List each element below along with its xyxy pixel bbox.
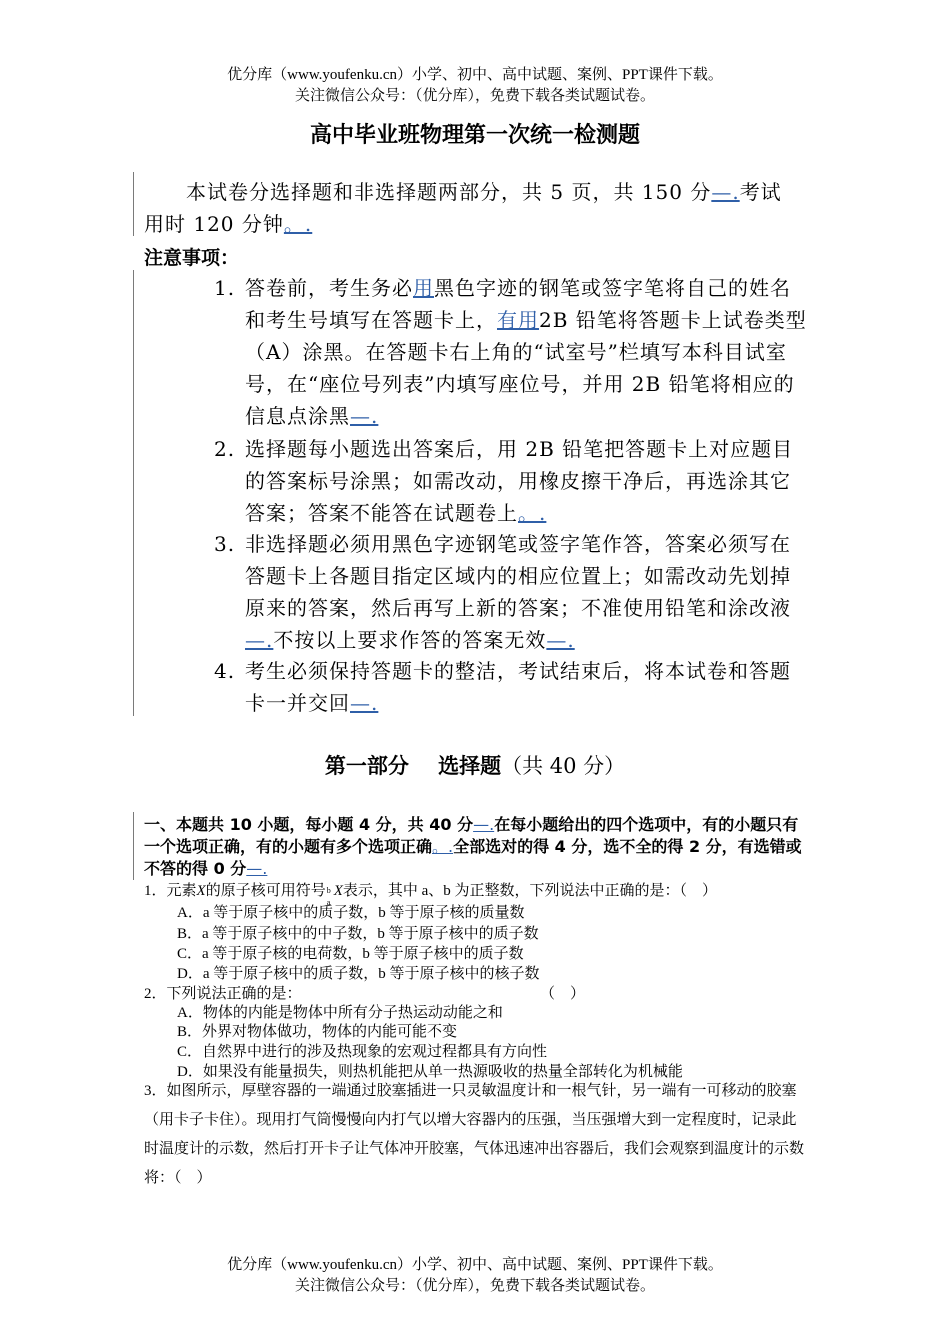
- intro-rev-mark-2: 。.: [283, 212, 313, 236]
- part-label: 第一部分: [324, 754, 409, 778]
- question-2-paren: （ ）: [540, 986, 586, 1002]
- revision-insert: 用: [413, 276, 434, 300]
- revision-mark: 。.: [432, 837, 454, 856]
- part-title: [0, 750, 950, 780]
- nuclide-charge: a: [326, 898, 331, 907]
- notice-title: 注意事项：: [144, 247, 240, 269]
- intro-text-2: 用时 120 分钟: [144, 212, 284, 236]
- intro-text-1-end: 考试: [739, 180, 782, 204]
- nuclide-symbol: [326, 882, 334, 907]
- revision-mark: —.: [246, 859, 268, 878]
- section-text: 在每小题给出的四个选项中，有的小题只有一个选项正确，有的小题有多个选项正确: [144, 815, 799, 856]
- q1-option-a: A．a 等于原子核中的质子数，b 等于原子核的质量数: [177, 905, 525, 921]
- q1-var: X: [196, 883, 206, 899]
- footer-line-1: 优分库（www.youfenku.cn）小学、初中、高中试题、案例、PPT课件下载。: [227, 1257, 723, 1273]
- nuclide-letter: X: [333, 883, 343, 899]
- question-3-stem: 3．如图所示，厚壁容器的一端通过胶塞插进一只灵敏温度计和一根气针，另一端有一可移动的胶塞（用卡子卡住）。现用打气筒慢慢向内打气以增大容器内的压强，当压强增大到一定程度时，记录此时温度计的示数，然后打开卡子让气体冲开胶塞，气体迅速冲出容器后，我们会观察到温度计的示数将：（ ）: [144, 1083, 805, 1186]
- header-line-2: 关注微信公众号：（优分库），免费下载各类试题试卷。: [294, 88, 655, 104]
- revision-mark: 。.: [518, 501, 547, 525]
- notice-text: 不按以上要求作答的答案无效: [273, 628, 547, 652]
- notice-item-1: [214, 272, 810, 432]
- q1-text: 表示，其中 a、b 为正整数，下列说法中正确的是：（ ）: [342, 883, 718, 899]
- notice-item-4: [214, 655, 810, 719]
- revision-bar: [133, 812, 134, 880]
- notice-text: 答卷前，考生务必: [245, 276, 413, 300]
- part-score: （共 40 分）: [501, 754, 626, 778]
- q1-option-c: C．a 等于原子核的电荷数，b 等于原子核中的质子数: [177, 946, 524, 962]
- notice-number: 4.: [214, 659, 236, 683]
- question-2-stem: 2．下列说法正确的是：: [144, 986, 302, 1002]
- notice-text: 2B 铅笔将答题卡上试卷类型（A）涂黑。在答题卡右上角的“试室号”栏填写本科目试室号，在“座位号列表”内填写座位号，并用 2B 铅笔将相应的信息点涂黑: [245, 308, 807, 428]
- q2-option-c: C．自然界中进行的涉及热现象的宏观过程都具有方向性: [177, 1044, 548, 1060]
- notice-text: 考生必须保持答题卡的整洁，考试结束后，将本试卷和答题卡一并交回: [245, 659, 791, 715]
- q1-option-d: D．a 等于原子核中的质子数，b 等于原子核中的核子数: [177, 966, 540, 982]
- footer-line-2: 关注微信公众号：（优分库），免费下载各类试题试卷。: [294, 1278, 655, 1294]
- notice-item-2: [214, 433, 810, 529]
- notice-text: 非选择题必须用黑色字迹钢笔或签字笔作答，答案必须写在答题卡上各题目指定区域内的相应位置上；如需改动先划掉原来的答案，然后再写上新的答案；不准使用铅笔和涂改液: [245, 532, 791, 620]
- intro-paragraph: [144, 176, 810, 240]
- intro-rev-mark-1: —.: [711, 180, 740, 204]
- header-line-1: 优分库（www.youfenku.cn）小学、初中、高中试题、案例、PPT课件下载。: [227, 67, 723, 83]
- q1-text: 的原子核可用符号: [205, 883, 326, 899]
- q1-text: 1．元素: [144, 883, 197, 899]
- notice-number: 2.: [214, 437, 236, 461]
- revision-bar: [133, 270, 134, 716]
- revision-bar: [133, 172, 134, 236]
- revision-mark: —.: [245, 628, 274, 652]
- notice-number: 3.: [214, 532, 236, 556]
- q1-option-b: B．a 等于原子核中的中子数，b 等于原子核中的质子数: [177, 926, 539, 942]
- q2-option-d: D．如果没有能量损失，则热机能把从单一热源吸收的热量全部转化为机械能: [177, 1064, 683, 1080]
- revision-mark: —.: [473, 815, 495, 834]
- section-instructions: [144, 814, 814, 880]
- question-1-stem: [144, 882, 814, 907]
- q2-option-a: A．物体的内能是物体中所有分子热运动动能之和: [177, 1005, 503, 1021]
- q2-option-b: B．外界对物体做功，物体的内能可能不变: [177, 1024, 458, 1040]
- section-text: 全部选对的得 4 分，选不全的得 2 分，有选错或不答的得 0 分: [144, 837, 802, 878]
- intro-text-1: 本试卷分选择题和非选择题两部分，共 5 页，共 150 分: [186, 180, 712, 204]
- revision-mark: —.: [350, 691, 379, 715]
- notice-text: 选择题每小题选出答案后，用 2B 铅笔把答题卡上对应题目的答案标号涂黑；如需改动，用橡皮擦干净后，再选涂其它答案；答案不能答在试题卷上: [245, 437, 794, 525]
- part-subtitle: 选择题: [438, 754, 502, 778]
- notice-number: 1.: [214, 276, 236, 300]
- notice-item-3: [214, 528, 810, 656]
- nuclide-mass: b: [326, 886, 331, 895]
- revision-mark: —.: [350, 404, 379, 428]
- revision-insert: 有用: [497, 308, 539, 332]
- section-text: 一、本题共 10 小题，每小题 4 分，共 40 分: [144, 815, 474, 834]
- notice-text: 黑色字迹的钢笔或签字笔将自己的姓名和考生号填写在答题卡上，: [245, 276, 791, 332]
- revision-mark: —.: [546, 628, 575, 652]
- page-title: 高中毕业班物理第一次统一检测题: [309, 123, 640, 148]
